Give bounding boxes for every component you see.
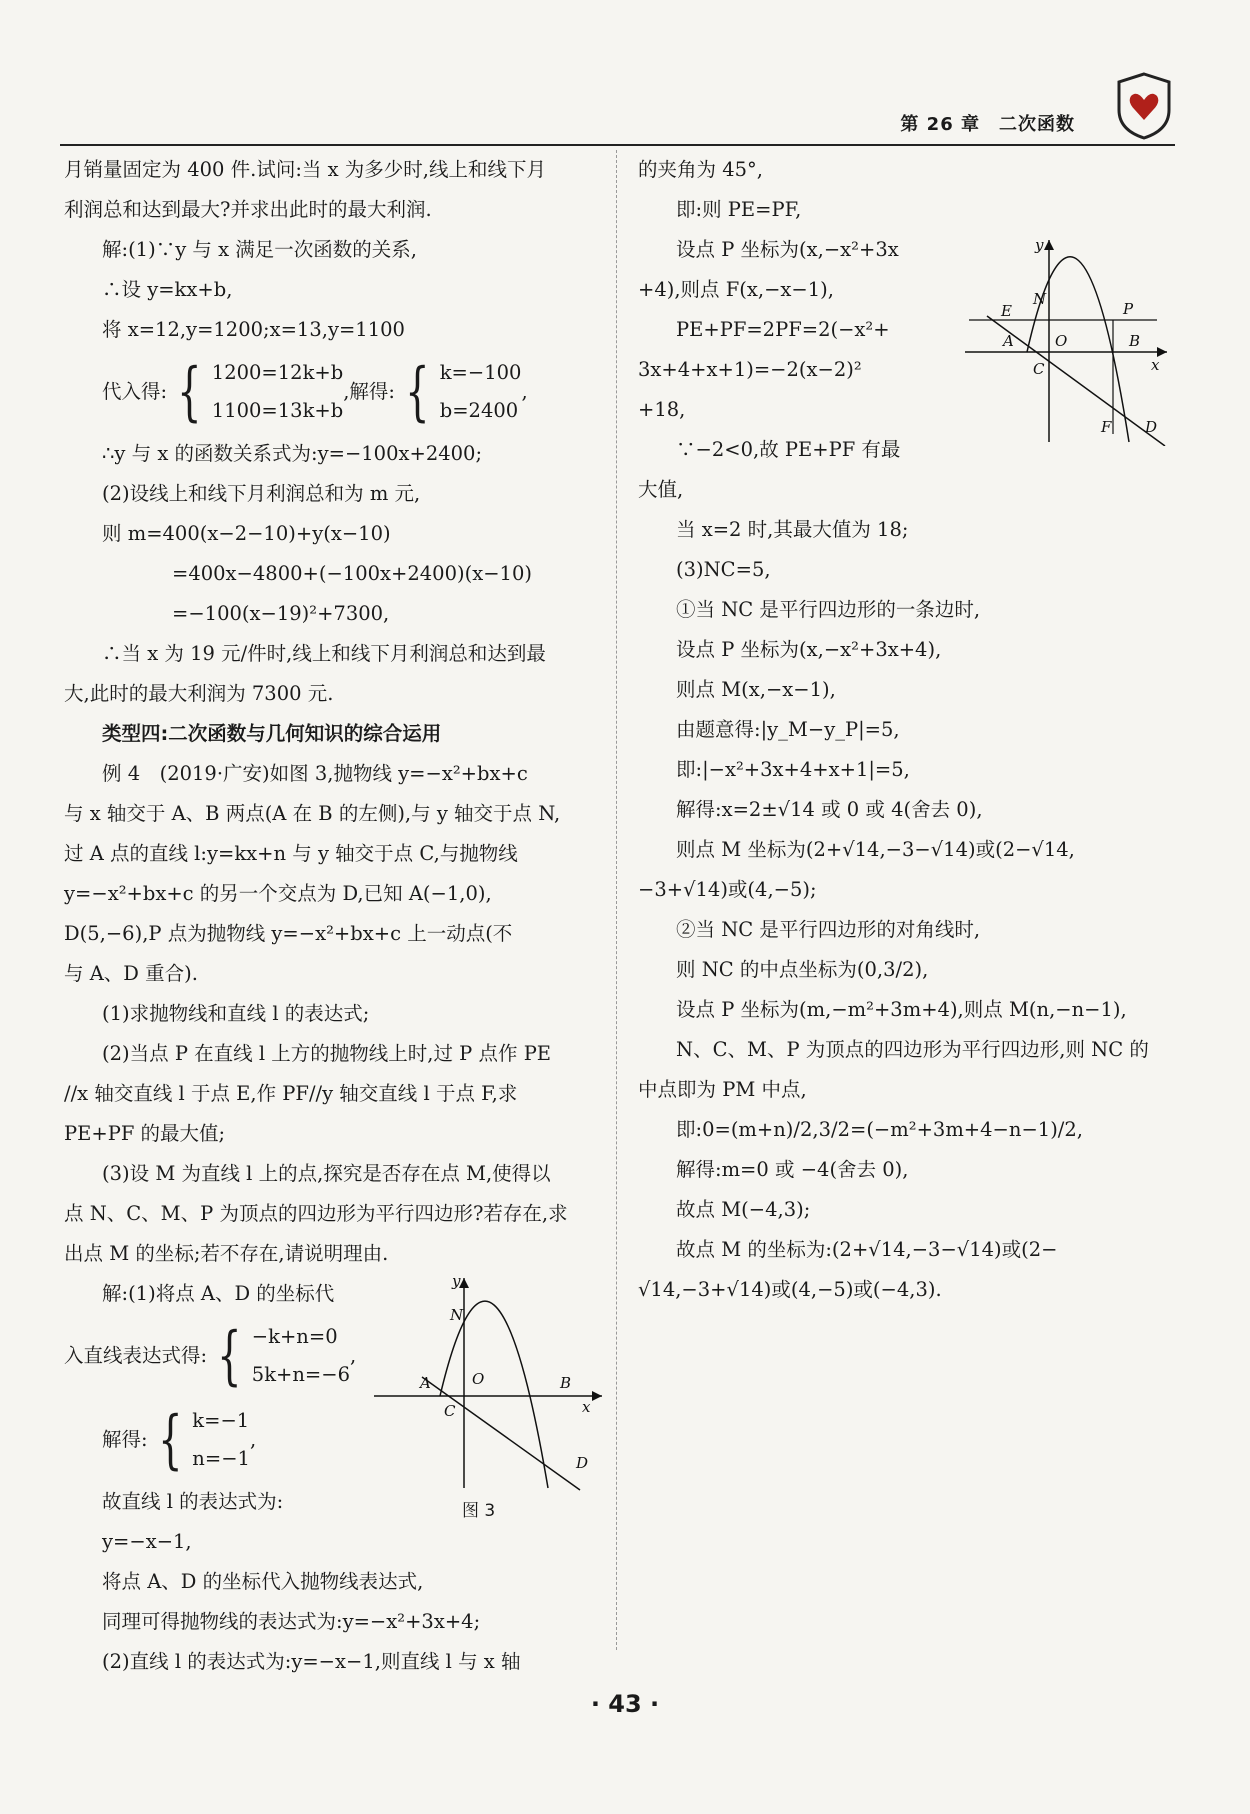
text-line: PE+PF=2PF=2(−x²+ [676,318,890,341]
figure-3 [370,1272,610,1494]
page-number: · 43 · [590,1690,660,1718]
text-line: (2)当点 P 在直线 l 上方的抛物线上时,过 P 点作 PE [102,1042,552,1065]
fig3-label: y [452,1272,461,1290]
sys-line: k=−100 [439,361,522,384]
text-line: 则 NC 的中点坐标为(0,3/2), [676,958,929,981]
sys-suffix: , [249,1428,257,1451]
fig1-label: B [1129,332,1141,350]
text-line: (3)设 M 为直线 l 上的点,探究是否存在点 M,使得以 [102,1162,551,1185]
sys-prefix: 入直线表达式得: [64,1344,208,1367]
text-line: ∴y 与 x 的函数关系式为:y=−100x+2400; [102,442,483,465]
text-line: 同理可得抛物线的表达式为:y=−x²+3x+4; [102,1610,481,1633]
text-line: 与 x 轴交于 A、B 两点(A 在 B 的左侧),与 y 轴交于点 N, [64,802,561,825]
left-brace-icon: { [177,355,202,429]
fig3-label: D [576,1454,589,1472]
text-line: 大值, [638,478,684,501]
left-brace-icon: { [405,355,430,429]
text-line: 过 A 点的直线 l:y=kx+n 与 y 轴交于点 C,与抛物线 [64,842,518,865]
sys-line: 1100=13k+b [211,399,344,422]
figure-caption: 图 3 [462,1501,496,1521]
text-line: 设点 P 坐标为(m,−m²+3m+4),则点 M(n,−n−1), [676,998,1127,1021]
page-header [60,104,1175,146]
sys-line: n=−1 [192,1447,250,1470]
text-line: 设点 P 坐标为(x,−x²+3x [676,238,899,261]
text-line: 设点 P 坐标为(x,−x²+3x+4), [676,638,942,661]
text-line: //x 轴交直线 l 于点 E,作 PF//y 轴交直线 l 于点 F,求 [64,1082,518,1105]
text-line: 利润总和达到最大?并求出此时的最大利润. [64,198,432,221]
section-heading: 类型四:二次函数与几何知识的综合运用 [102,722,442,745]
text-line: D(5,−6),P 点为抛物线 y=−x²+bx+c 上一动点(不 [64,922,513,945]
fig3-label: O [472,1370,485,1388]
text-line: (2)设线上和线下月利润总和为 m 元, [102,482,421,505]
column-divider [616,150,617,1650]
fig1-label: A [1003,332,1014,350]
fig1-label: F [1101,418,1112,436]
text-line: −3+√14)或(4,−5); [638,878,817,901]
text-line: y=−x²+bx+c 的另一个交点为 D,已知 A(−1,0), [64,882,492,905]
sys-prefix: 解得: [102,1428,148,1451]
figure-pe-pf [965,236,1175,446]
text-line: 则点 M(x,−x−1), [676,678,836,701]
text-line: 故点 M 的坐标为:(2+√14,−3−√14)或(2− [676,1238,1058,1261]
left-brace-icon: { [157,1403,183,1477]
fig3-label: A [420,1374,431,1392]
fig1-label: D [1145,418,1158,436]
text-line: ∴当 x 为 19 元/件时,线上和线下月利润总和达到最 [102,642,546,665]
text-line: (3)NC=5, [676,558,771,581]
fig3-label: N [450,1306,464,1324]
text-line: ∴设 y=kx+b, [102,278,233,301]
fig1-label: P [1123,300,1134,318]
text-line: y=−x−1, [102,1530,192,1553]
text-line: 月销量固定为 400 件.试问:当 x 为多少时,线上和线下月 [64,158,546,181]
sys-line: 1200=12k+b [211,361,344,384]
left-brace-icon: { [217,1319,242,1393]
chapter-title: 第 26 章 二次函数 [900,114,1075,135]
fig1-label: O [1055,332,1068,350]
text-line: 中点即为 PM 中点, [638,1078,807,1101]
sys-mid: ,解得: [343,380,395,403]
text-line: (1)求抛物线和直线 l 的表达式; [102,1002,370,1025]
text-line: 将 x=12,y=1200;x=13,y=1100 [102,318,405,341]
sys-line: 5k+n=−6 [251,1363,351,1386]
text-line: √14,−3+√14)或(4,−5)或(−4,3). [638,1278,942,1301]
fig3-label: C [444,1402,456,1420]
equation-system [64,350,604,434]
text-line: 即:则 PE=PF, [676,198,802,221]
text-line: 的夹角为 45°, [638,158,763,181]
text-line: 故直线 l 的表达式为: [102,1490,284,1513]
text-line: 点 N、C、M、P 为顶点的四边形为平行四边形?若存在,求 [64,1202,568,1225]
text-line: 当 x=2 时,其最大值为 18; [676,518,909,541]
fig1-label: y [1035,236,1044,254]
text-line: =−100(x−19)²+7300, [172,602,390,625]
text-line: 则 m=400(x−2−10)+y(x−10) [102,522,391,545]
text-line: +4),则点 F(x,−x−1), [638,278,834,301]
text-line: ∵−2<0,故 PE+PF 有最 [676,438,901,461]
sys-line: b=2400 [439,399,519,422]
fig3-label: B [560,1374,572,1392]
text-line: 由题意得:|y_M−y_P|=5, [676,718,900,741]
fig3-label: x [582,1398,591,1416]
text-line: 即:0=(m+n)/2,3/2=(−m²+3m+4−n−1)/2, [676,1118,1083,1141]
sys-suffix: , [350,1344,357,1367]
sys-line: −k+n=0 [251,1325,338,1348]
text-line: 出点 M 的坐标;若不存在,请说明理由. [64,1242,389,1265]
text-line: 则点 M 坐标为(2+√14,−3−√14)或(2−√14, [676,838,1075,861]
text-line: 即:|−x²+3x+4+x+1|=5, [676,758,910,781]
sys-prefix: 代入得: [102,380,168,403]
fig1-label: N [1033,290,1047,308]
text-line: 解:(1)∵y 与 x 满足一次函数的关系, [102,238,417,261]
text-line: 大,此时的最大利润为 7300 元. [64,682,334,705]
text-line: 解得:m=0 或 −4(舍去 0), [676,1158,909,1181]
text-line: 解得:x=2±√14 或 0 或 4(舍去 0), [676,798,983,821]
text-line: PE+PF 的最大值; [64,1122,226,1145]
text-line: (2)直线 l 的表达式为:y=−x−1,则直线 l 与 x 轴 [102,1650,521,1673]
text-line: 与 A、D 重合). [64,962,198,985]
fig1-label: C [1033,360,1045,378]
sys-suffix: , [521,380,528,403]
text-line: +18, [638,398,686,421]
text-line: ①当 NC 是平行四边形的一条边时, [676,598,981,621]
text-line: 解:(1)将点 A、D 的坐标代 [102,1282,335,1305]
publisher-logo-icon [1113,70,1175,142]
sys-line: k=−1 [192,1409,250,1432]
text-line: ②当 NC 是平行四边形的对角线时, [676,918,981,941]
fig1-label: E [1001,302,1012,320]
text-line: 将点 A、D 的坐标代入抛物线表达式, [102,1570,424,1593]
text-line: =400x−4800+(−100x+2400)(x−10) [172,562,532,585]
text-line: N、C、M、P 为顶点的四边形为平行四边形,则 NC 的 [676,1038,1149,1061]
text-line: 故点 M(−4,3); [676,1198,811,1221]
fig1-label: x [1151,356,1160,374]
text-line: 例 4 (2019·广安)如图 3,抛物线 y=−x²+bx+c [102,762,528,785]
text-line: 3x+4+x+1)=−2(x−2)² [638,358,862,381]
